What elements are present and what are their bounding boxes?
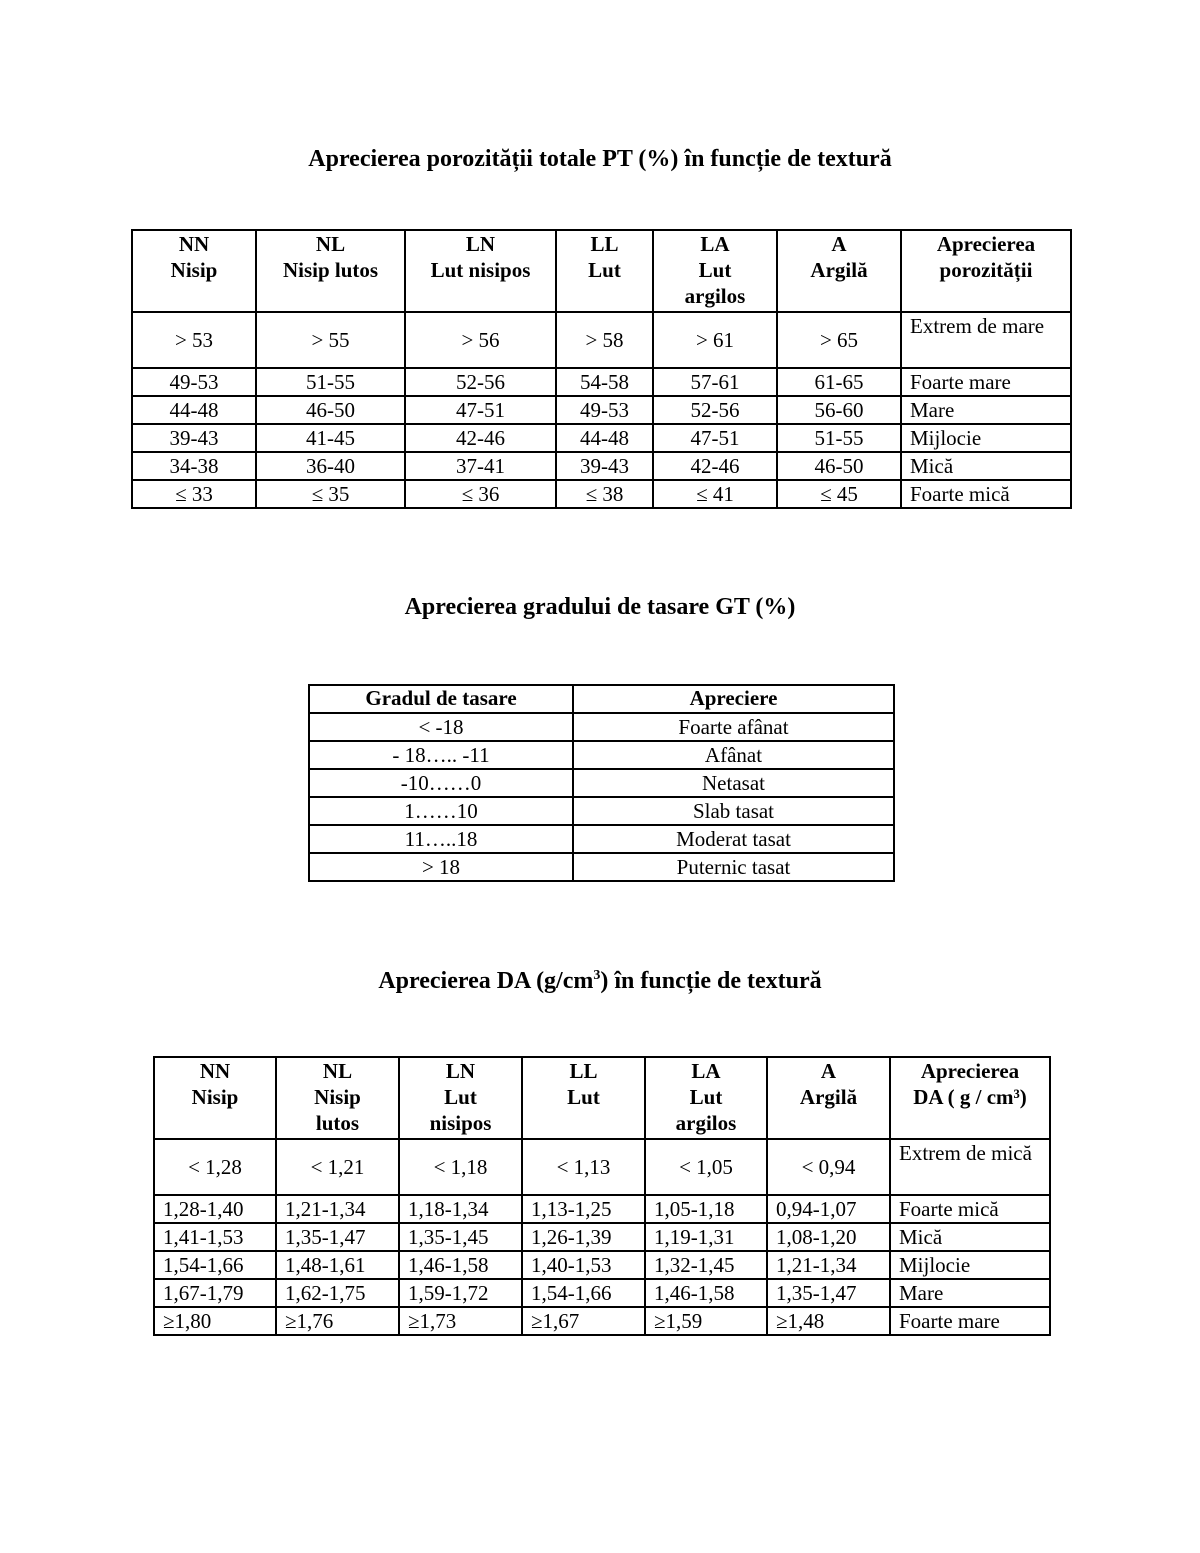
table-cell: 1,46-1,58	[399, 1251, 522, 1279]
table-row	[154, 1251, 1050, 1279]
table-cell: Foarte mare	[890, 1307, 1050, 1335]
table-cell: ≥1,76	[276, 1307, 399, 1335]
table-cell: > 61	[653, 312, 777, 368]
header-cell: LL Lut	[556, 230, 653, 312]
table-cell: ≥1,73	[399, 1307, 522, 1335]
table-row	[154, 1139, 1050, 1195]
header-cell: LA Lut argilos	[653, 230, 777, 312]
table-row	[309, 825, 894, 853]
table-cell: Foarte mică	[890, 1195, 1050, 1223]
header-cell: A Argilă	[777, 230, 901, 312]
table-cell: 47-51	[405, 396, 556, 424]
table-cell: < 0,94	[767, 1139, 890, 1195]
table-cell: Slab tasat	[573, 797, 894, 825]
table-cell: 61-65	[777, 368, 901, 396]
table-cell: Foarte afânat	[573, 713, 894, 741]
table-cell: 41-45	[256, 424, 405, 452]
table-cell: Extrem de mică	[890, 1139, 1050, 1195]
table-cell: -10……0	[309, 769, 573, 797]
table-cell: 42-46	[653, 452, 777, 480]
table-cell: Mijlocie	[901, 424, 1071, 452]
table-row	[154, 1223, 1050, 1251]
table-cell: 57-61	[653, 368, 777, 396]
table-cell: Extrem de mare	[901, 312, 1071, 368]
table-cell: Netasat	[573, 769, 894, 797]
bulk-density-table	[153, 1056, 1051, 1336]
table-cell: > 55	[256, 312, 405, 368]
header-cell: LN Lut nisipos	[405, 230, 556, 312]
header-cell: LL Lut	[522, 1057, 645, 1139]
table-cell: ≥1,80	[154, 1307, 276, 1335]
table-cell: 44-48	[132, 396, 256, 424]
table-cell: 1,35-1,47	[276, 1223, 399, 1251]
table-cell: 0,94-1,07	[767, 1195, 890, 1223]
table-cell: 44-48	[556, 424, 653, 452]
table-cell: 1,26-1,39	[522, 1223, 645, 1251]
header-cell: NN Nisip	[154, 1057, 276, 1139]
porosity-table-title: Aprecierea porozității totale PT (%) în funcție de textură	[308, 146, 892, 172]
header-cell: Apreciere	[573, 685, 894, 713]
table-row	[309, 797, 894, 825]
table-cell: 1,18-1,34	[399, 1195, 522, 1223]
table-cell: 36-40	[256, 452, 405, 480]
header-cell: Aprecierea porozității	[901, 230, 1071, 312]
table-cell: 1,35-1,45	[399, 1223, 522, 1251]
table-cell: 39-43	[132, 424, 256, 452]
table-cell: < -18	[309, 713, 573, 741]
table-cell: 56-60	[777, 396, 901, 424]
table-cell: 1,21-1,34	[767, 1251, 890, 1279]
table-cell: < 1,13	[522, 1139, 645, 1195]
table-cell: 1……10	[309, 797, 573, 825]
table-cell: 42-46	[405, 424, 556, 452]
header-cell: A Argilă	[767, 1057, 890, 1139]
table-cell: Foarte mare	[901, 368, 1071, 396]
table-cell: 51-55	[256, 368, 405, 396]
table-cell: < 1,18	[399, 1139, 522, 1195]
compaction-table-title: Aprecierea gradului de tasare GT (%)	[404, 594, 796, 620]
table-cell: 54-58	[556, 368, 653, 396]
porosity-table	[131, 229, 1072, 509]
table-cell: 1,05-1,18	[645, 1195, 767, 1223]
table-cell: 1,40-1,53	[522, 1251, 645, 1279]
table-cell: ≤ 41	[653, 480, 777, 508]
table-cell: 46-50	[256, 396, 405, 424]
table-cell: ≥1,48	[767, 1307, 890, 1335]
table-cell: 34-38	[132, 452, 256, 480]
table-header-row	[132, 230, 1071, 312]
table-cell: ≤ 33	[132, 480, 256, 508]
table-cell: 49-53	[132, 368, 256, 396]
bulk-density-table-title: Aprecierea DA $(g/cm^3)$ în funcție de textură	[378, 968, 822, 994]
table-cell: > 18	[309, 853, 573, 881]
table-header-row	[154, 1057, 1050, 1139]
table-cell: ≤ 45	[777, 480, 901, 508]
table-cell: - 18….. -11	[309, 741, 573, 769]
table-cell: 1,62-1,75	[276, 1279, 399, 1307]
table-cell: ≥1,59	[645, 1307, 767, 1335]
table-cell: 1,54-1,66	[154, 1251, 276, 1279]
header-cell: Aprecierea DA ( g / cm³)	[890, 1057, 1050, 1139]
table-cell: ≤ 38	[556, 480, 653, 508]
table-cell: 37-41	[405, 452, 556, 480]
table-row	[154, 1195, 1050, 1223]
table-cell: > 56	[405, 312, 556, 368]
header-cell: LN Lut nisipos	[399, 1057, 522, 1139]
table-cell: 49-53	[556, 396, 653, 424]
header-cell: LA Lut argilos	[645, 1057, 767, 1139]
table-cell: > 58	[556, 312, 653, 368]
table-cell: Mică	[890, 1223, 1050, 1251]
table-row	[154, 1307, 1050, 1335]
table-cell: 51-55	[777, 424, 901, 452]
table-row	[132, 312, 1071, 368]
header-cell: Gradul de tasare	[309, 685, 573, 713]
table-row	[154, 1279, 1050, 1307]
table-row	[309, 853, 894, 881]
table-row	[132, 452, 1071, 480]
table-cell: Mare	[890, 1279, 1050, 1307]
table-row	[132, 480, 1071, 508]
table-cell: 46-50	[777, 452, 901, 480]
table-cell: 1,19-1,31	[645, 1223, 767, 1251]
table-cell: 47-51	[653, 424, 777, 452]
table-cell: 1,28-1,40	[154, 1195, 276, 1223]
table-cell: 1,46-1,58	[645, 1279, 767, 1307]
table-cell: Mare	[901, 396, 1071, 424]
table-cell: Afânat	[573, 741, 894, 769]
table-cell: < 1,21	[276, 1139, 399, 1195]
table-cell: 1,67-1,79	[154, 1279, 276, 1307]
table-cell: 39-43	[556, 452, 653, 480]
table-cell: ≤ 36	[405, 480, 556, 508]
table-cell: 1,41-1,53	[154, 1223, 276, 1251]
table-cell: 1,21-1,34	[276, 1195, 399, 1223]
table-cell: Puternic tasat	[573, 853, 894, 881]
table-row	[132, 424, 1071, 452]
table-cell: Moderat tasat	[573, 825, 894, 853]
table-cell: 52-56	[653, 396, 777, 424]
header-cell: NL Nisip lutos	[256, 230, 405, 312]
table-cell: 1,13-1,25	[522, 1195, 645, 1223]
table-cell: Foarte mică	[901, 480, 1071, 508]
table-row	[132, 368, 1071, 396]
table-cell: ≤ 35	[256, 480, 405, 508]
table-cell: < 1,05	[645, 1139, 767, 1195]
table-row	[132, 396, 1071, 424]
table-cell: 1,08-1,20	[767, 1223, 890, 1251]
table-cell: Mijlocie	[890, 1251, 1050, 1279]
table-cell: 1,32-1,45	[645, 1251, 767, 1279]
table-cell: Mică	[901, 452, 1071, 480]
header-cell: NN Nisip	[132, 230, 256, 312]
table-cell: > 65	[777, 312, 901, 368]
compaction-table	[308, 684, 895, 882]
table-header-row	[309, 685, 894, 713]
table-row	[309, 713, 894, 741]
table-cell: > 53	[132, 312, 256, 368]
table-cell: < 1,28	[154, 1139, 276, 1195]
table-cell: 11…..18	[309, 825, 573, 853]
table-cell: 1,48-1,61	[276, 1251, 399, 1279]
header-cell: NL Nisip lutos	[276, 1057, 399, 1139]
table-cell: 1,35-1,47	[767, 1279, 890, 1307]
table-row	[309, 741, 894, 769]
table-cell: 52-56	[405, 368, 556, 396]
table-cell: ≥1,67	[522, 1307, 645, 1335]
table-cell: 1,59-1,72	[399, 1279, 522, 1307]
table-cell: 1,54-1,66	[522, 1279, 645, 1307]
table-row	[309, 769, 894, 797]
